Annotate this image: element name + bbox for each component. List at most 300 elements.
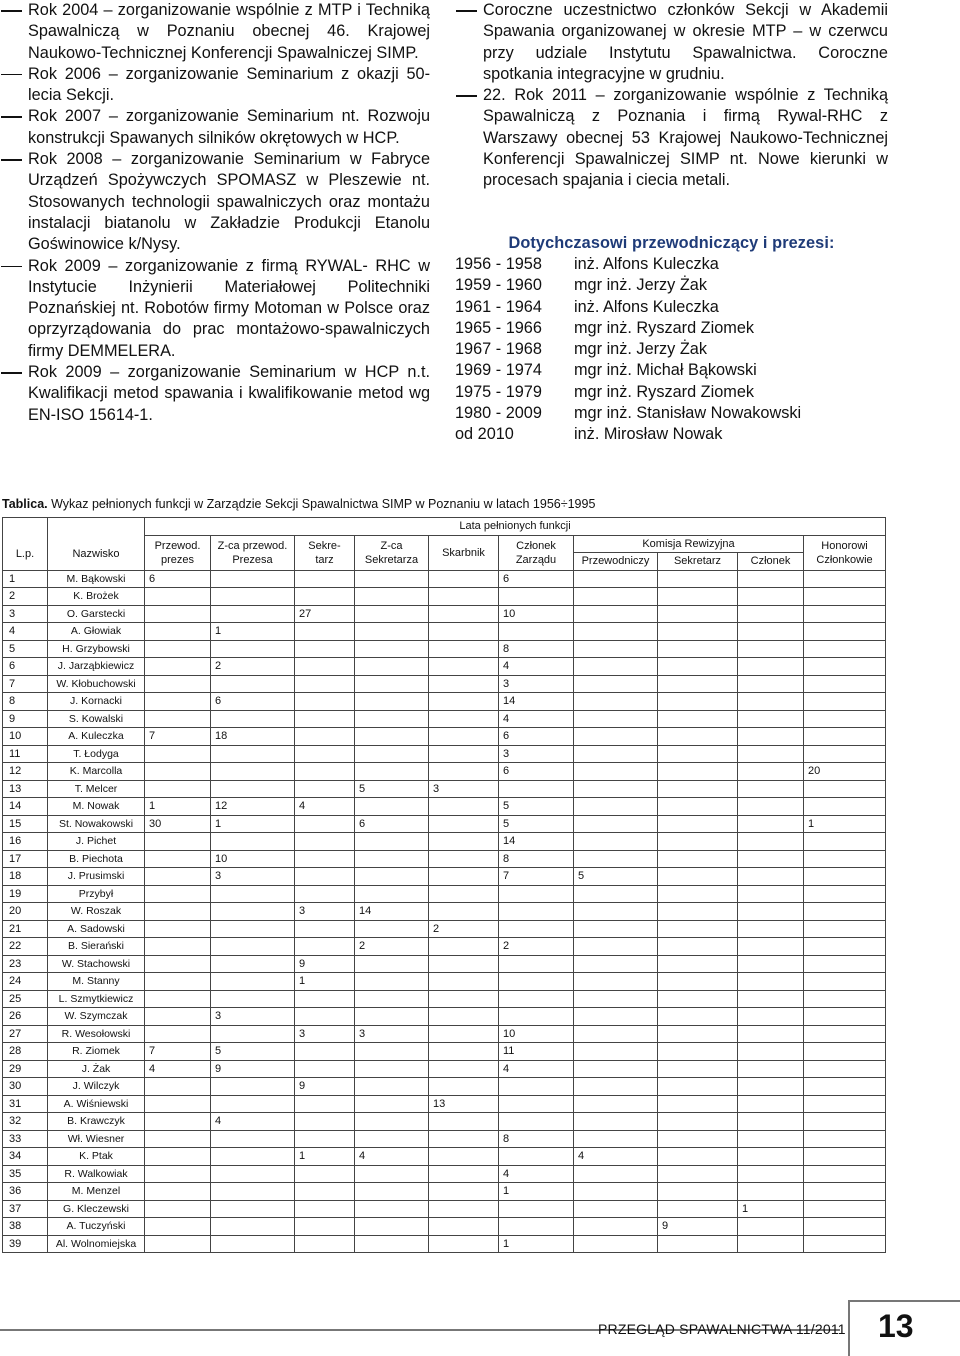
cell-value xyxy=(574,1200,658,1218)
cell-value xyxy=(145,990,211,1008)
cell-value xyxy=(804,710,886,728)
cell-value xyxy=(145,745,211,763)
cell-value xyxy=(574,955,658,973)
cell-value: 14 xyxy=(499,833,574,851)
cell-value xyxy=(499,903,574,921)
cell-value xyxy=(804,938,886,956)
cell-value xyxy=(499,1148,574,1166)
cell-value xyxy=(499,1218,574,1236)
cell-value: 8 xyxy=(499,1130,574,1148)
president-name: mgr inż. Stanisław Nowakowski xyxy=(574,404,802,423)
cell-value xyxy=(145,780,211,798)
cell-value xyxy=(658,920,738,938)
table-row xyxy=(3,1113,886,1131)
cell-value xyxy=(145,973,211,991)
cell-value xyxy=(658,1183,738,1201)
header-honorowi: Honorowi Członkowie xyxy=(804,535,886,570)
cell-value xyxy=(738,1095,804,1113)
cell-value: 1 xyxy=(295,1148,355,1166)
cell-value xyxy=(658,990,738,1008)
cell-value xyxy=(738,675,804,693)
cell-value xyxy=(295,1043,355,1061)
cell-value xyxy=(738,903,804,921)
cell-value xyxy=(429,710,499,728)
cell-value xyxy=(355,1218,429,1236)
president-name: mgr inż. Jerzy Żak xyxy=(574,340,707,359)
cell-name: K. Ptak xyxy=(48,1148,145,1166)
cell-name: J. Wilczyk xyxy=(48,1078,145,1096)
header-kr-sekretarz: Sekretarz xyxy=(658,553,738,571)
header-sekretarz: Sekre- tarz xyxy=(295,535,355,570)
header-name: Nazwisko xyxy=(48,518,145,571)
header-czlonek-zarzadu: Członek Zarządu xyxy=(499,535,574,570)
cell-value xyxy=(738,850,804,868)
caption-label: Tablica. xyxy=(2,497,48,511)
cell-value: 3 xyxy=(295,1025,355,1043)
header-kr-przewodniczy: Przewodniczy xyxy=(574,553,658,571)
list-item xyxy=(455,85,888,191)
cell-value xyxy=(658,780,738,798)
cell-lp: 8 xyxy=(3,693,48,711)
cell-value xyxy=(574,605,658,623)
cell-value xyxy=(574,693,658,711)
cell-lp: 27 xyxy=(3,1025,48,1043)
cell-value xyxy=(295,1183,355,1201)
cell-value xyxy=(499,990,574,1008)
cell-value: 6 xyxy=(499,570,574,588)
cell-value xyxy=(574,1183,658,1201)
cell-value: 2 xyxy=(211,658,295,676)
cell-value xyxy=(145,1130,211,1148)
cell-value xyxy=(499,1008,574,1026)
table-row xyxy=(3,973,886,991)
header-lp: L.p. xyxy=(3,518,48,571)
table-row xyxy=(3,675,886,693)
cell-value: 9 xyxy=(211,1060,295,1078)
president-years: od 2010 xyxy=(455,425,514,444)
cell-value xyxy=(211,955,295,973)
cell-value: 4 xyxy=(499,1060,574,1078)
cell-value xyxy=(429,903,499,921)
table-caption xyxy=(2,497,595,511)
cell-value xyxy=(738,798,804,816)
cell-value xyxy=(804,798,886,816)
cell-value xyxy=(658,903,738,921)
cell-value xyxy=(658,1078,738,1096)
cell-value xyxy=(145,903,211,921)
cell-value xyxy=(804,1095,886,1113)
list-item xyxy=(455,0,888,85)
cell-value xyxy=(355,1043,429,1061)
cell-value xyxy=(804,1148,886,1166)
cell-lp: 30 xyxy=(3,1078,48,1096)
cell-value xyxy=(295,815,355,833)
cell-value xyxy=(211,920,295,938)
cell-value xyxy=(738,1165,804,1183)
cell-value xyxy=(429,1078,499,1096)
cell-lp: 32 xyxy=(3,1113,48,1131)
cell-value xyxy=(804,605,886,623)
cell-value xyxy=(738,920,804,938)
list-item-text: Rok 2007 – zorganizowanie Seminarium nt. Rozwoju konstrukcji Spawanych silników okrętowych w HCP. xyxy=(28,107,430,147)
cell-value: 6 xyxy=(499,763,574,781)
president-name: mgr inż. Ryszard Ziomek xyxy=(574,318,755,337)
cell-value: 1 xyxy=(738,1200,804,1218)
cell-value xyxy=(429,1008,499,1026)
cell-lp: 34 xyxy=(3,1148,48,1166)
president-row xyxy=(455,318,888,339)
cell-name: A. Wiśniewski xyxy=(48,1095,145,1113)
cell-value xyxy=(211,1200,295,1218)
cell-value xyxy=(355,868,429,886)
cell-value xyxy=(295,623,355,641)
cell-value xyxy=(574,1008,658,1026)
cell-value xyxy=(738,570,804,588)
cell-value xyxy=(145,1200,211,1218)
cell-value xyxy=(295,938,355,956)
cell-lp: 5 xyxy=(3,640,48,658)
cell-value xyxy=(145,1218,211,1236)
cell-value: 5 xyxy=(574,868,658,886)
cell-value xyxy=(145,1165,211,1183)
cell-value xyxy=(211,1095,295,1113)
cell-value xyxy=(738,640,804,658)
cell-value xyxy=(211,710,295,728)
cell-value xyxy=(804,1078,886,1096)
list-item xyxy=(0,149,430,255)
cell-value xyxy=(499,955,574,973)
cell-value xyxy=(145,955,211,973)
cell-value: 13 xyxy=(429,1095,499,1113)
cell-value xyxy=(355,1183,429,1201)
cell-value xyxy=(145,1025,211,1043)
president-name: mgr inż. Michał Bąkowski xyxy=(574,361,757,380)
cell-value xyxy=(804,588,886,606)
cell-lp: 9 xyxy=(3,710,48,728)
cell-value xyxy=(574,1165,658,1183)
cell-value xyxy=(211,1130,295,1148)
table-row xyxy=(3,658,886,676)
cell-value: 3 xyxy=(295,903,355,921)
cell-value xyxy=(429,815,499,833)
cell-value xyxy=(295,675,355,693)
cell-value xyxy=(658,1095,738,1113)
cell-value xyxy=(574,885,658,903)
list-item-text: 22. Rok 2011 – zorganizowanie wspólnie z Techniką Spawalniczą z Poznania i firmą Rywal-RHC z Warszawy obecnej 53 Krajowej Naukowo-Technicznej Konferencji Spawalniczej SIMP nt. Nowe kierunki w procesach spajania i ciecia metali. xyxy=(483,86,888,190)
cell-value xyxy=(574,658,658,676)
cell-lp: 12 xyxy=(3,763,48,781)
cell-value xyxy=(738,1235,804,1253)
cell-value xyxy=(738,728,804,746)
cell-value: 2 xyxy=(499,938,574,956)
cell-value: 7 xyxy=(145,728,211,746)
cell-value xyxy=(429,588,499,606)
cell-value xyxy=(295,1165,355,1183)
cell-value xyxy=(574,1130,658,1148)
cell-value xyxy=(429,640,499,658)
cell-value xyxy=(429,1060,499,1078)
cell-value xyxy=(738,605,804,623)
cell-value xyxy=(295,658,355,676)
cell-lp: 14 xyxy=(3,798,48,816)
cell-value xyxy=(804,903,886,921)
table-row xyxy=(3,920,886,938)
cell-value xyxy=(499,588,574,606)
cell-value xyxy=(658,955,738,973)
right-list xyxy=(455,0,888,192)
cell-value xyxy=(738,780,804,798)
cell-value xyxy=(145,920,211,938)
president-row xyxy=(455,275,888,296)
cell-value xyxy=(295,850,355,868)
cell-lp: 26 xyxy=(3,1008,48,1026)
cell-value xyxy=(804,1165,886,1183)
cell-lp: 22 xyxy=(3,938,48,956)
cell-value xyxy=(295,990,355,1008)
cell-value xyxy=(804,1025,886,1043)
cell-value: 1 xyxy=(499,1183,574,1201)
table-row xyxy=(3,1060,886,1078)
table-row xyxy=(3,1078,886,1096)
cell-lp: 17 xyxy=(3,850,48,868)
cell-value xyxy=(804,1235,886,1253)
cell-value xyxy=(574,728,658,746)
cell-value xyxy=(295,1218,355,1236)
cell-lp: 1 xyxy=(3,570,48,588)
president-name: mgr inż. Ryszard Ziomek xyxy=(574,382,755,401)
cell-value xyxy=(804,780,886,798)
cell-value xyxy=(295,833,355,851)
cell-value xyxy=(804,920,886,938)
cell-value xyxy=(574,763,658,781)
cell-value xyxy=(658,1043,738,1061)
cell-name: O. Garstecki xyxy=(48,605,145,623)
table-row xyxy=(3,1165,886,1183)
cell-value xyxy=(145,675,211,693)
cell-name: J. Prusimski xyxy=(48,868,145,886)
cell-value xyxy=(355,1078,429,1096)
cell-value xyxy=(355,763,429,781)
cell-name: Al. Wolnomiejska xyxy=(48,1235,145,1253)
cell-value xyxy=(738,1183,804,1201)
cell-lp: 25 xyxy=(3,990,48,1008)
table-row xyxy=(3,1235,886,1253)
header-przewod: Przewod. prezes xyxy=(145,535,211,570)
president-row xyxy=(455,339,888,360)
cell-value: 6 xyxy=(355,815,429,833)
cell-value xyxy=(658,605,738,623)
header-zca-przewod: Z-ca przewod. Prezesa xyxy=(211,535,295,570)
cell-value xyxy=(658,675,738,693)
cell-value xyxy=(211,990,295,1008)
table-head xyxy=(3,518,886,571)
table-row xyxy=(3,623,886,641)
cell-value xyxy=(574,1095,658,1113)
cell-value: 14 xyxy=(355,903,429,921)
cell-value xyxy=(804,990,886,1008)
cell-value xyxy=(355,990,429,1008)
list-item xyxy=(0,64,430,107)
cell-name: A. Głowiak xyxy=(48,623,145,641)
cell-value xyxy=(738,763,804,781)
list-item xyxy=(0,0,430,64)
cell-name: B. Krawczyk xyxy=(48,1113,145,1131)
cell-value xyxy=(211,1218,295,1236)
cell-value: 30 xyxy=(145,815,211,833)
table-row xyxy=(3,1095,886,1113)
caption-text: Wykaz pełnionych funkcji w Zarządzie Sekcji Spawalnictwa SIMP w Poznaniu w latach 1956÷1995 xyxy=(51,497,596,511)
cell-value xyxy=(574,640,658,658)
cell-value xyxy=(574,833,658,851)
cell-value xyxy=(574,990,658,1008)
cell-value: 9 xyxy=(295,955,355,973)
cell-value xyxy=(355,973,429,991)
cell-value xyxy=(574,623,658,641)
cell-name: M. Stanny xyxy=(48,973,145,991)
cell-value xyxy=(804,850,886,868)
table-row xyxy=(3,990,886,1008)
cell-value xyxy=(574,903,658,921)
cell-value xyxy=(429,763,499,781)
cell-value xyxy=(429,1235,499,1253)
cell-value xyxy=(355,728,429,746)
cell-value xyxy=(658,885,738,903)
cell-value xyxy=(658,815,738,833)
cell-value xyxy=(429,605,499,623)
cell-value xyxy=(429,973,499,991)
cell-name: A. Sadowski xyxy=(48,920,145,938)
cell-lp: 36 xyxy=(3,1183,48,1201)
cell-value: 5 xyxy=(211,1043,295,1061)
cell-value: 4 xyxy=(574,1148,658,1166)
cell-value xyxy=(211,1165,295,1183)
cell-value xyxy=(145,623,211,641)
cell-value xyxy=(295,1235,355,1253)
cell-value xyxy=(658,710,738,728)
cell-value: 1 xyxy=(145,798,211,816)
table-row xyxy=(3,1200,886,1218)
cell-value xyxy=(145,693,211,711)
cell-value xyxy=(738,1113,804,1131)
cell-lp: 6 xyxy=(3,658,48,676)
cell-value xyxy=(804,1130,886,1148)
cell-name: J. Kornacki xyxy=(48,693,145,711)
cell-value: 7 xyxy=(499,868,574,886)
cell-value xyxy=(804,1113,886,1131)
cell-value xyxy=(429,1218,499,1236)
cell-value xyxy=(658,1165,738,1183)
cell-lp: 4 xyxy=(3,623,48,641)
cell-name: S. Kowalski xyxy=(48,710,145,728)
cell-value xyxy=(145,588,211,606)
cell-lp: 24 xyxy=(3,973,48,991)
cell-value xyxy=(738,1043,804,1061)
cell-lp: 7 xyxy=(3,675,48,693)
cell-lp: 15 xyxy=(3,815,48,833)
cell-value xyxy=(355,885,429,903)
cell-value xyxy=(145,833,211,851)
cell-name: St. Nowakowski xyxy=(48,815,145,833)
cell-value xyxy=(145,1078,211,1096)
cell-value xyxy=(295,693,355,711)
cell-name: M. Bąkowski xyxy=(48,570,145,588)
cell-value xyxy=(355,658,429,676)
table-row xyxy=(3,903,886,921)
cell-value xyxy=(574,920,658,938)
cell-value xyxy=(574,815,658,833)
cell-value xyxy=(658,1200,738,1218)
president-years: 1980 - 2009 xyxy=(455,404,542,423)
cell-value xyxy=(658,1235,738,1253)
cell-value xyxy=(295,1200,355,1218)
cell-value xyxy=(211,763,295,781)
cell-value xyxy=(658,1113,738,1131)
cell-value xyxy=(429,1200,499,1218)
cell-value xyxy=(295,588,355,606)
cell-value xyxy=(211,885,295,903)
cell-lp: 11 xyxy=(3,745,48,763)
table-row xyxy=(3,605,886,623)
list-item-text: Rok 2008 – zorganizowanie Seminarium w Fabryce Urządzeń Spożywczych SPOMASZ w Pleszewie nt. Stosowanych technologii spawalniczych oraz montażu instalacji biatanolu w Zakładzie Produkcji Etanolu Goświnowice k/Nysy. xyxy=(28,150,430,254)
table-row xyxy=(3,763,886,781)
cell-value xyxy=(738,833,804,851)
cell-value: 3 xyxy=(499,675,574,693)
cell-value xyxy=(738,938,804,956)
cell-value xyxy=(574,745,658,763)
cell-value: 4 xyxy=(295,798,355,816)
cell-value xyxy=(804,885,886,903)
cell-name: G. Kleczewski xyxy=(48,1200,145,1218)
cell-value xyxy=(295,763,355,781)
cell-name: M. Nowak xyxy=(48,798,145,816)
president-years: 1961 - 1964 xyxy=(455,297,542,316)
cell-value xyxy=(355,850,429,868)
list-item-text: Rok 2004 – zorganizowanie wspólnie z MTP i Techniką Spawalniczą w Poznaniu obecnej 46. Krajowej Naukowo-Technicznej Konferencji Spawalniczej SIMP. xyxy=(28,1,430,62)
president-name: inż. Alfons Kuleczka xyxy=(574,297,719,316)
cell-value xyxy=(355,605,429,623)
cell-value xyxy=(429,1043,499,1061)
cell-value xyxy=(804,955,886,973)
table-row xyxy=(3,1130,886,1148)
cell-value xyxy=(211,605,295,623)
cell-value xyxy=(429,623,499,641)
cell-value xyxy=(355,955,429,973)
cell-lp: 31 xyxy=(3,1095,48,1113)
president-years: 1969 - 1974 xyxy=(455,361,542,380)
list-item-text: Coroczne uczestnictwo członków Sekcji w Akademii Spawania organizowanej w okresie MTP – w czerwcu przy udziale Instytutu Spawalnictwa. Coroczne spotkania integracyjne w grudniu. xyxy=(483,1,888,83)
cell-value xyxy=(658,1008,738,1026)
cell-value xyxy=(211,570,295,588)
cell-value: 9 xyxy=(295,1078,355,1096)
cell-value xyxy=(804,640,886,658)
cell-value xyxy=(738,815,804,833)
cell-value: 12 xyxy=(211,798,295,816)
cell-value: 2 xyxy=(355,938,429,956)
presidents-list xyxy=(455,254,888,446)
cell-name: T. Melcer xyxy=(48,780,145,798)
cell-lp: 28 xyxy=(3,1043,48,1061)
cell-value: 1 xyxy=(804,815,886,833)
cell-value xyxy=(145,850,211,868)
cell-value xyxy=(499,1200,574,1218)
cell-name: M. Menzel xyxy=(48,1183,145,1201)
cell-value xyxy=(738,1060,804,1078)
cell-value xyxy=(355,920,429,938)
president-name: mgr inż. Jerzy Żak xyxy=(574,276,707,295)
cell-name: J. Jarząbkiewicz xyxy=(48,658,145,676)
cell-value xyxy=(738,745,804,763)
cell-value xyxy=(355,745,429,763)
